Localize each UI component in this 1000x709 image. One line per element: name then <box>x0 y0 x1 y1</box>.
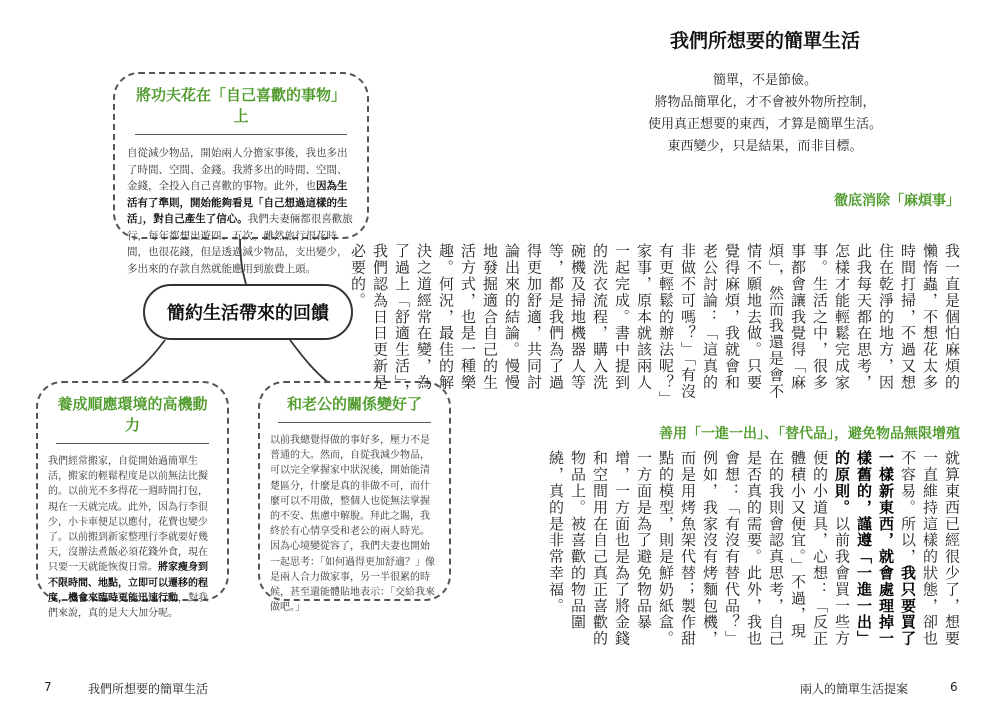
section-title-hassle: 徹底消除「麻煩事」 <box>834 193 960 209</box>
intro-line: 東西變少，只是結果，而非目標。 <box>667 139 863 154</box>
box-text-hobbies: 自從減少物品，開始兩人分擔家事後，我也多出了時間、空間、金錢。我將多出的時間、空間、金錢，全投入自己喜歡的事物。此外，也因為生活有了準則，開始能夠看見「自己想過這樣的生活」，對自己產生了信心。我們夫妻倆都很喜歡旅行，每年都想出遊四、五次。雖然旅行很花時間，也很花錢，但是透過減少物品，支出變少，多出來的存款自然就能應用到旅費上頭。 <box>127 147 353 275</box>
box-title-relationship: 和老公的關係變好了 <box>278 393 431 423</box>
footer-title-left: 我們所想要的簡單生活 <box>88 682 209 696</box>
connector-left <box>118 340 165 384</box>
section-body-hassle: 我一直是個怕麻煩的懶惰蟲，不想花太多時間打掃，不過又想住在乾淨的地方，因此我每天都在思考，怎樣才能輕鬆完成家事。生活之中，很多事都會讓我覺得「麻煩」，然而我還是會不情不願地去做。只要覺得麻煩，我就會和老公討論：「這真的非做不可嗎？」「有沒有更輕鬆的辦法呢？」家事，原本就該兩人一起完成。書中提到的洗衣流程，購入洗碗機及掃地機器人等等，都是我們為了過得更加舒適，共同討論出來的結論。慢慢地發掘適合自己的生活方式，也是一種樂趣。何況，最佳的解決之道經常在變，為了過上「舒適生活」，我們認為日日更新是必要的。 <box>349 243 961 400</box>
section-body-one-in-one-out: 就算東西已經很少了，想要一直維持這樣的狀態，卻也不容易。所以，我只要買了一樣新東西，就會處理掉一樣舊的，謹遵「一進一出」的原則。以前我會買一些方便的小道具，心想：「反正體積小又便宜。」不過，現在的我則會認真思考，自己是否真的需要。此外，我也會想：「有沒有替代品？」例如，我家沒有烤麵包機，而是用烤魚架代替；製作甜點的模型，則是鮮奶紙盒。一方面是為了避免物品暴增，一方面也是為了將金錢和空間用在自己真正喜歡的物品上。被喜歡的物品圍繞，真的是非常幸福。 <box>547 450 961 647</box>
box-text-relationship: 以前我總覺得做的事好多，壓力不是普通的大。然而，自從我減少物品，可以完全掌握家中狀況後，開始能清楚區分，什麼是真的非做不可，而什麼可以不用做，整個人也從無法掌握的不安、焦慮中解脫。拜此之賜，我終於有心情享受和老公的兩人時光。因為心境變從容了，我們夫妻也開始一起思考：「如何過得更加舒適？」像是兩人合力做家事，另一半很累的時候，甚至還能體貼地表示：「交給我來做吧。」 <box>270 435 435 614</box>
section-title-one-in-one-out: 善用「一進一出」、「替代品」，避免物品無限增殖 <box>659 426 960 442</box>
intro-line: 將物品簡單化，才不會被外物所控制， <box>654 95 876 110</box>
footer-title-right: 兩人的簡單生活提案 <box>800 682 909 696</box>
intro-line: 簡單，不是節儉。 <box>712 73 817 88</box>
mindmap-hub: 簡約生活帶來的回饋 <box>143 284 353 340</box>
feedback-box-relationship <box>258 381 451 614</box>
page-number-right: 6 <box>950 680 958 694</box>
page-number-left: 7 <box>44 680 52 694</box>
box-text-mobility: 我們經常搬家，自從開始過簡單生活，搬家的輕鬆程度是以前無法比擬的。以前光不多得花一週時間打包，現在一天就完成。此外，因為行李很少，小卡車便足以應付，花費也變少了。以前搬到新家整理行李就要好幾天，沒辦法煮飯必須花錢外食，現在只要一天就能恢復日常。將家瘦身到不限時間、地點，立即可以遷移的程度，機會來臨時更能迅速行動，對我們來說，真的是大大加分呢。 <box>48 456 208 620</box>
feedback-box-mobility <box>36 381 229 620</box>
feedback-box-hobbies <box>113 72 369 275</box>
box-title-mobility: 養成順應環境的高機動力 <box>56 393 209 444</box>
intro-lines <box>600 70 930 158</box>
connector-right <box>290 340 330 384</box>
box-title-hobbies: 將功夫花在「自己喜歡的事物」上 <box>135 84 347 135</box>
intro-line: 使用真正想要的東西，才算是簡單生活。 <box>647 117 882 132</box>
page-title: 我們所想要的簡單生活 <box>669 30 860 52</box>
